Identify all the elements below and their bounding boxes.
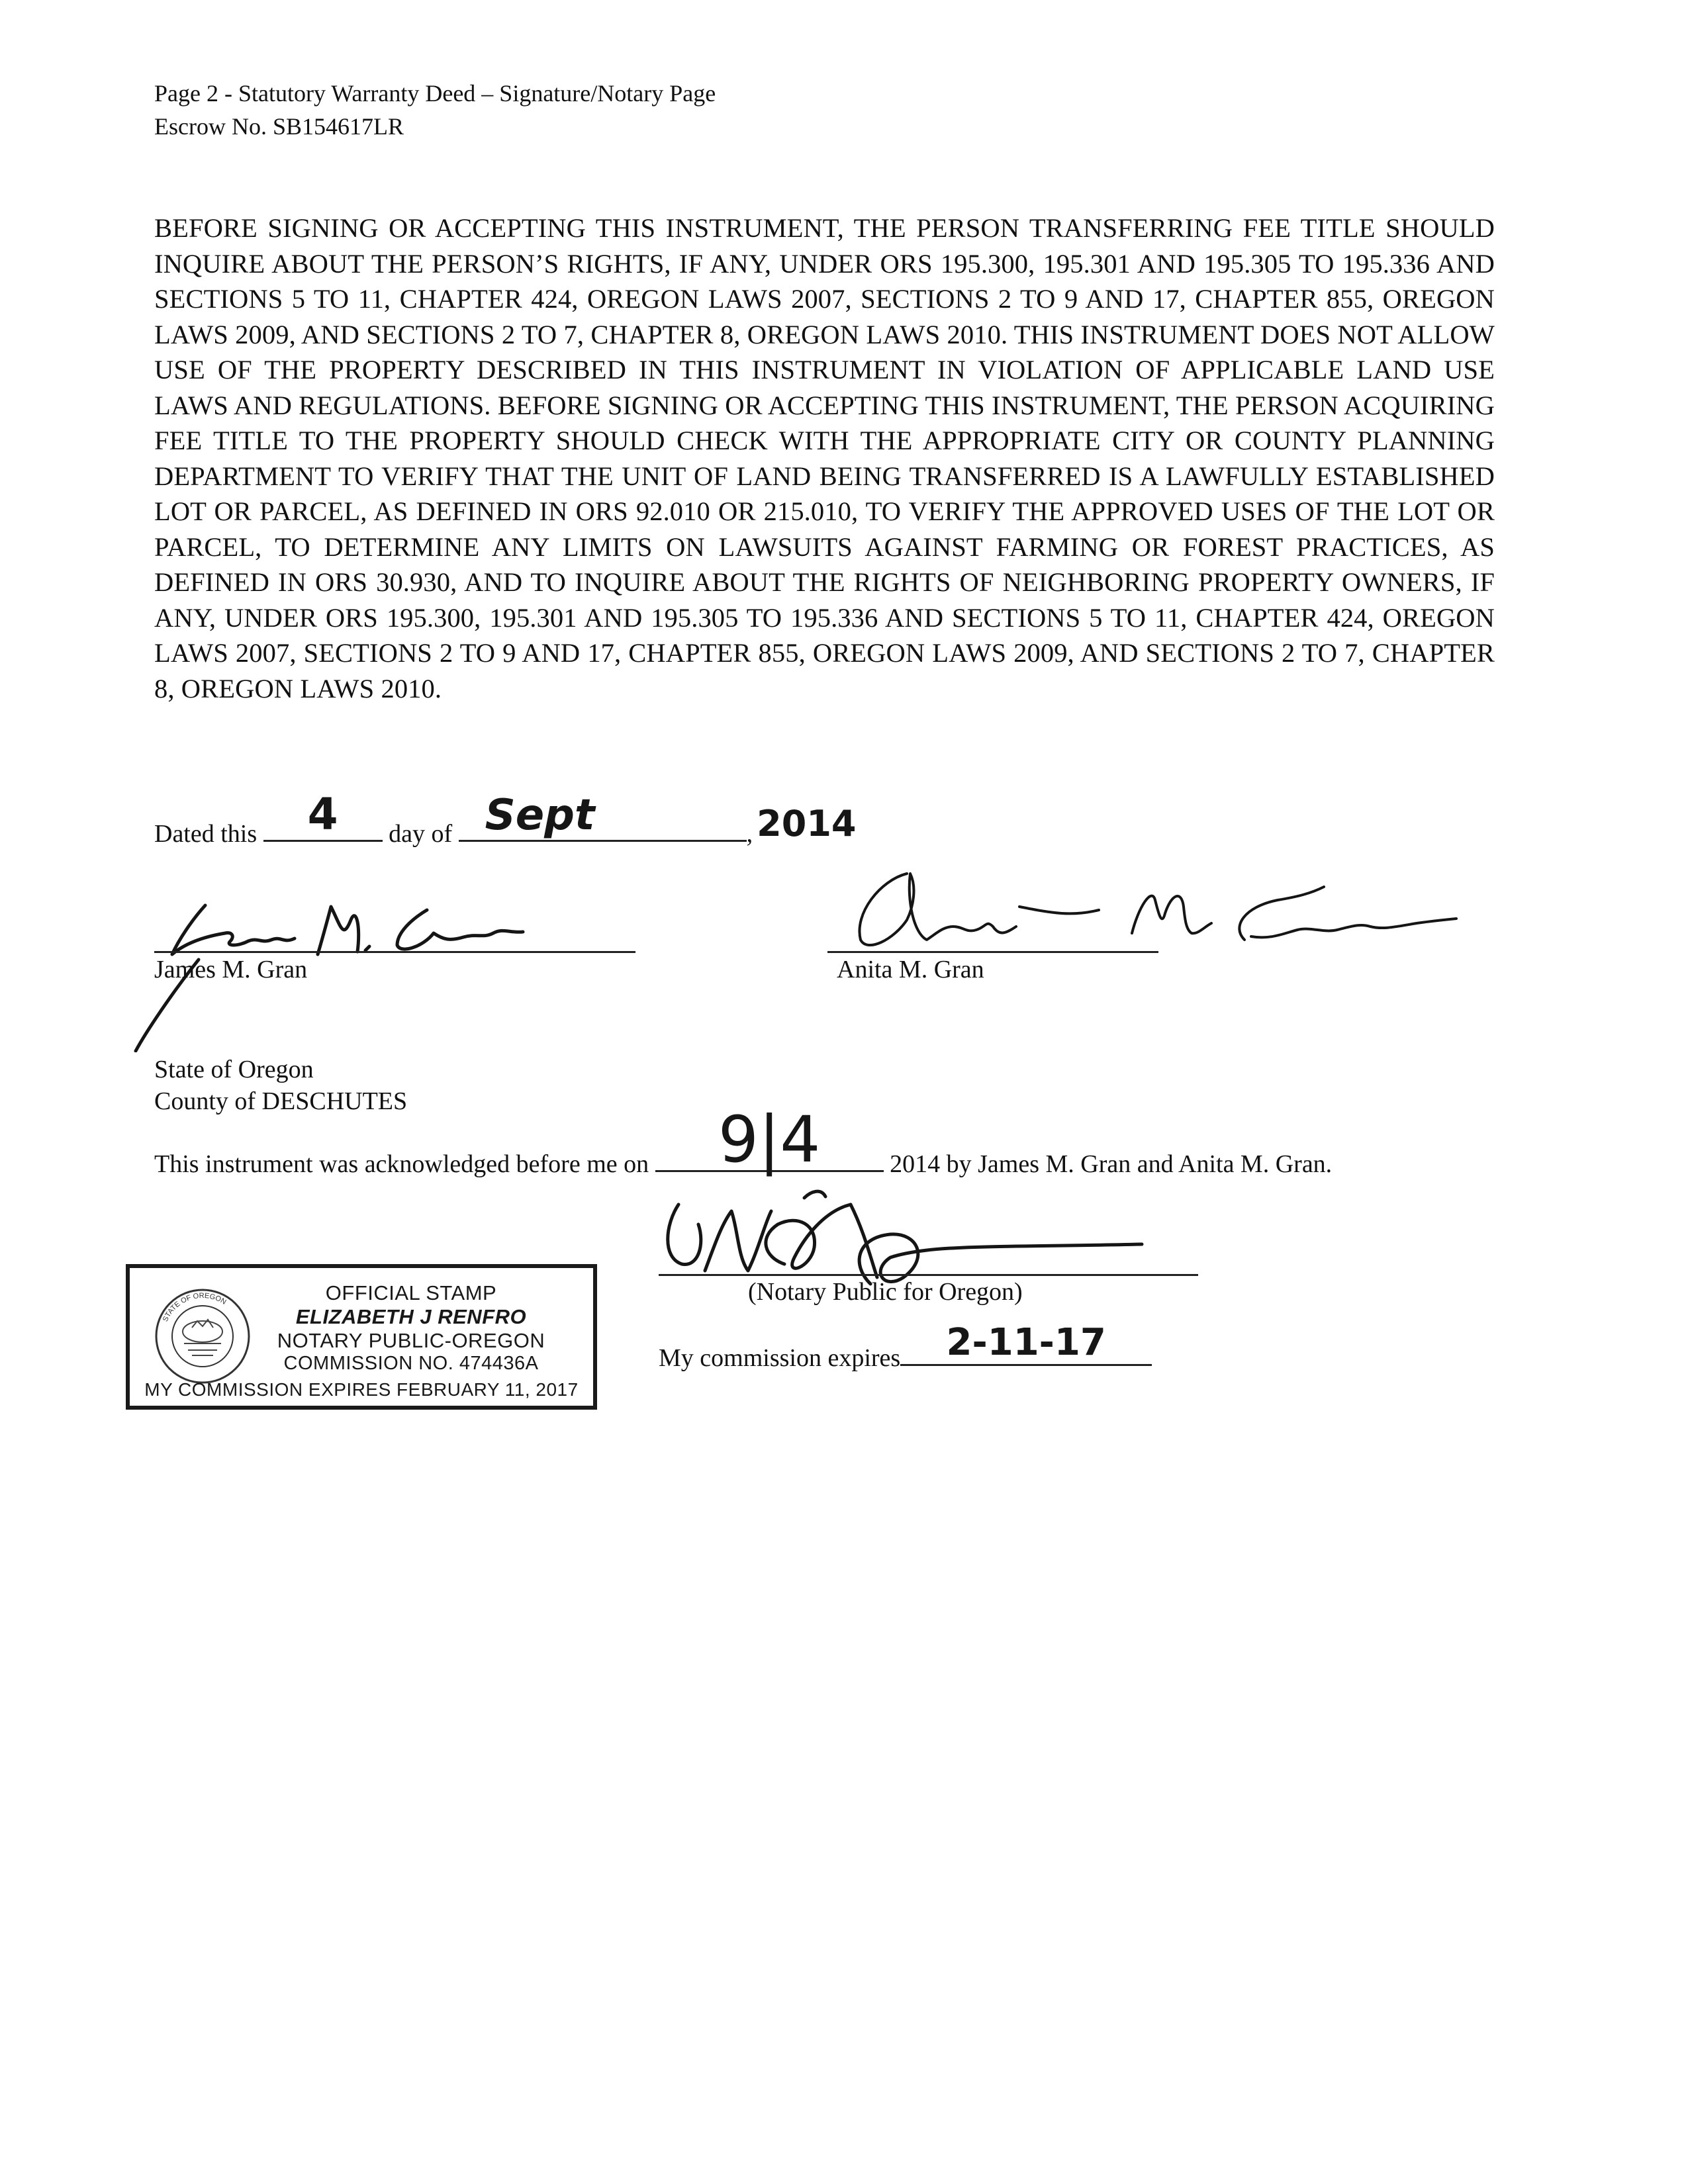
seal-text: STATE OF OREGON bbox=[161, 1291, 228, 1323]
dated-prefix: Dated this bbox=[154, 820, 258, 848]
day-of-label: day of bbox=[389, 820, 453, 848]
dated-line bbox=[154, 789, 882, 848]
venue-county: County of DESCHUTES bbox=[154, 1087, 408, 1115]
notary-signature-line bbox=[659, 1274, 1198, 1276]
year-handwritten: 2014 bbox=[757, 803, 857, 844]
acknowledgment-line bbox=[154, 1103, 1333, 1179]
stamp-line-5: MY COMMISSION EXPIRES FEBRUARY 11, 2017 bbox=[144, 1379, 579, 1400]
stamp-line-3: NOTARY PUBLIC-OREGON bbox=[277, 1329, 545, 1352]
ack-prefix: This instrument was acknowledged before me on bbox=[154, 1150, 649, 1178]
ack-date-handwritten: 9|4 bbox=[718, 1103, 821, 1177]
venue bbox=[154, 1054, 407, 1117]
day-handwritten: 4 bbox=[307, 789, 338, 840]
signer1-name: James M. Gran bbox=[154, 956, 308, 983]
signature-line-2 bbox=[827, 951, 1158, 953]
date-comma: , bbox=[746, 820, 753, 848]
header-title: Page 2 - Statutory Warranty Deed – Signature/Notary Page bbox=[154, 80, 716, 107]
commission-expires-handwritten: 2-11-17 bbox=[946, 1321, 1106, 1364]
commission-expires-label: My commission expires bbox=[659, 1344, 901, 1372]
commission-expires-line bbox=[659, 1321, 1152, 1373]
day-field bbox=[263, 789, 383, 842]
stamp-line-4: COMMISSION NO. 474436A bbox=[283, 1353, 539, 1374]
month-field bbox=[459, 791, 747, 842]
page-header bbox=[154, 77, 716, 143]
month-handwritten: Sept bbox=[485, 791, 595, 840]
venue-state: State of Oregon bbox=[154, 1056, 314, 1083]
notary-label: (Notary Public for Oregon) bbox=[748, 1278, 1023, 1306]
signer2-name: Anita M. Gran bbox=[837, 956, 984, 983]
stamp-line-2: ELIZABETH J RENFRO bbox=[295, 1305, 527, 1328]
stamp-line-1: OFFICIAL STAMP bbox=[325, 1281, 497, 1304]
signature-line-1 bbox=[154, 951, 635, 953]
escrow-number: Escrow No. SB154617LR bbox=[154, 113, 404, 140]
signature-anita-gran bbox=[821, 860, 1470, 966]
commission-expires-field bbox=[900, 1321, 1152, 1366]
ack-suffix: 2014 by James M. Gran and Anita M. Gran. bbox=[890, 1150, 1333, 1178]
ack-date-field bbox=[655, 1103, 884, 1177]
year-field bbox=[753, 803, 857, 844]
official-notary-stamp bbox=[126, 1264, 597, 1410]
statutory-disclaimer: BEFORE SIGNING OR ACCEPTING THIS INSTRUMENT, THE PERSON TRANSFERRING FEE TITLE SHOULD INQUIRE ABOUT THE PERSON’S RIGHTS, IF ANY, UNDER ORS 195.300, 195.301 AND 195.305 TO 195.336 AND SECTIONS 5 TO 11, CHAPTER 424, OREGON LAWS 2007, SECTIONS 2 TO 9 AND 17, CHAPTER 855, OREGON LAWS 2009, AND SECTIONS 2 TO 7, CHAPTER 8, OREGON LAWS 2010. THIS INSTRUMENT DOES NOT ALLOW USE OF THE PROPERTY DESCRIBED IN THIS INSTRUMENT IN VIOLATION OF APPLICABLE LAND USE LAWS AND REGULATIONS. BEFORE SIGNING OR ACCEPTING THIS INSTRUMENT, THE PERSON ACQUIRING FEE TITLE TO THE PROPERTY SHOULD CHECK WITH THE APPROPRIATE CITY OR COUNTY PLANNING DEPARTMENT TO VERIFY THAT THE UNIT OF LAND BEING TRANSFERRED IS A LAWFULLY ESTABLISHED LOT OR PARCEL, AS DEFINED IN ORS 92.010 OR 215.010, TO VERIFY THE APPROVED USES OF THE LOT OR PARCEL, TO DETERMINE ANY LIMITS ON LAWSUITS AGAINST FARMING OR FOREST PRACTICES, AS DEFINED IN ORS 30.930, AND TO INQUIRE ABOUT THE RIGHTS OF NEIGHBORING PROPERTY OWNERS, IF ANY, UNDER ORS 195.300, 195.301 AND 195.305 TO 195.336 AND SECTIONS 5 TO 11, CHAPTER 424, OREGON LAWS 2007, SECTIONS 2 TO 9 AND 17, CHAPTER 855, OREGON LAWS 2009, AND SECTIONS 2 TO 7, CHAPTER 8, OREGON LAWS 2010. bbox=[154, 213, 1495, 704]
